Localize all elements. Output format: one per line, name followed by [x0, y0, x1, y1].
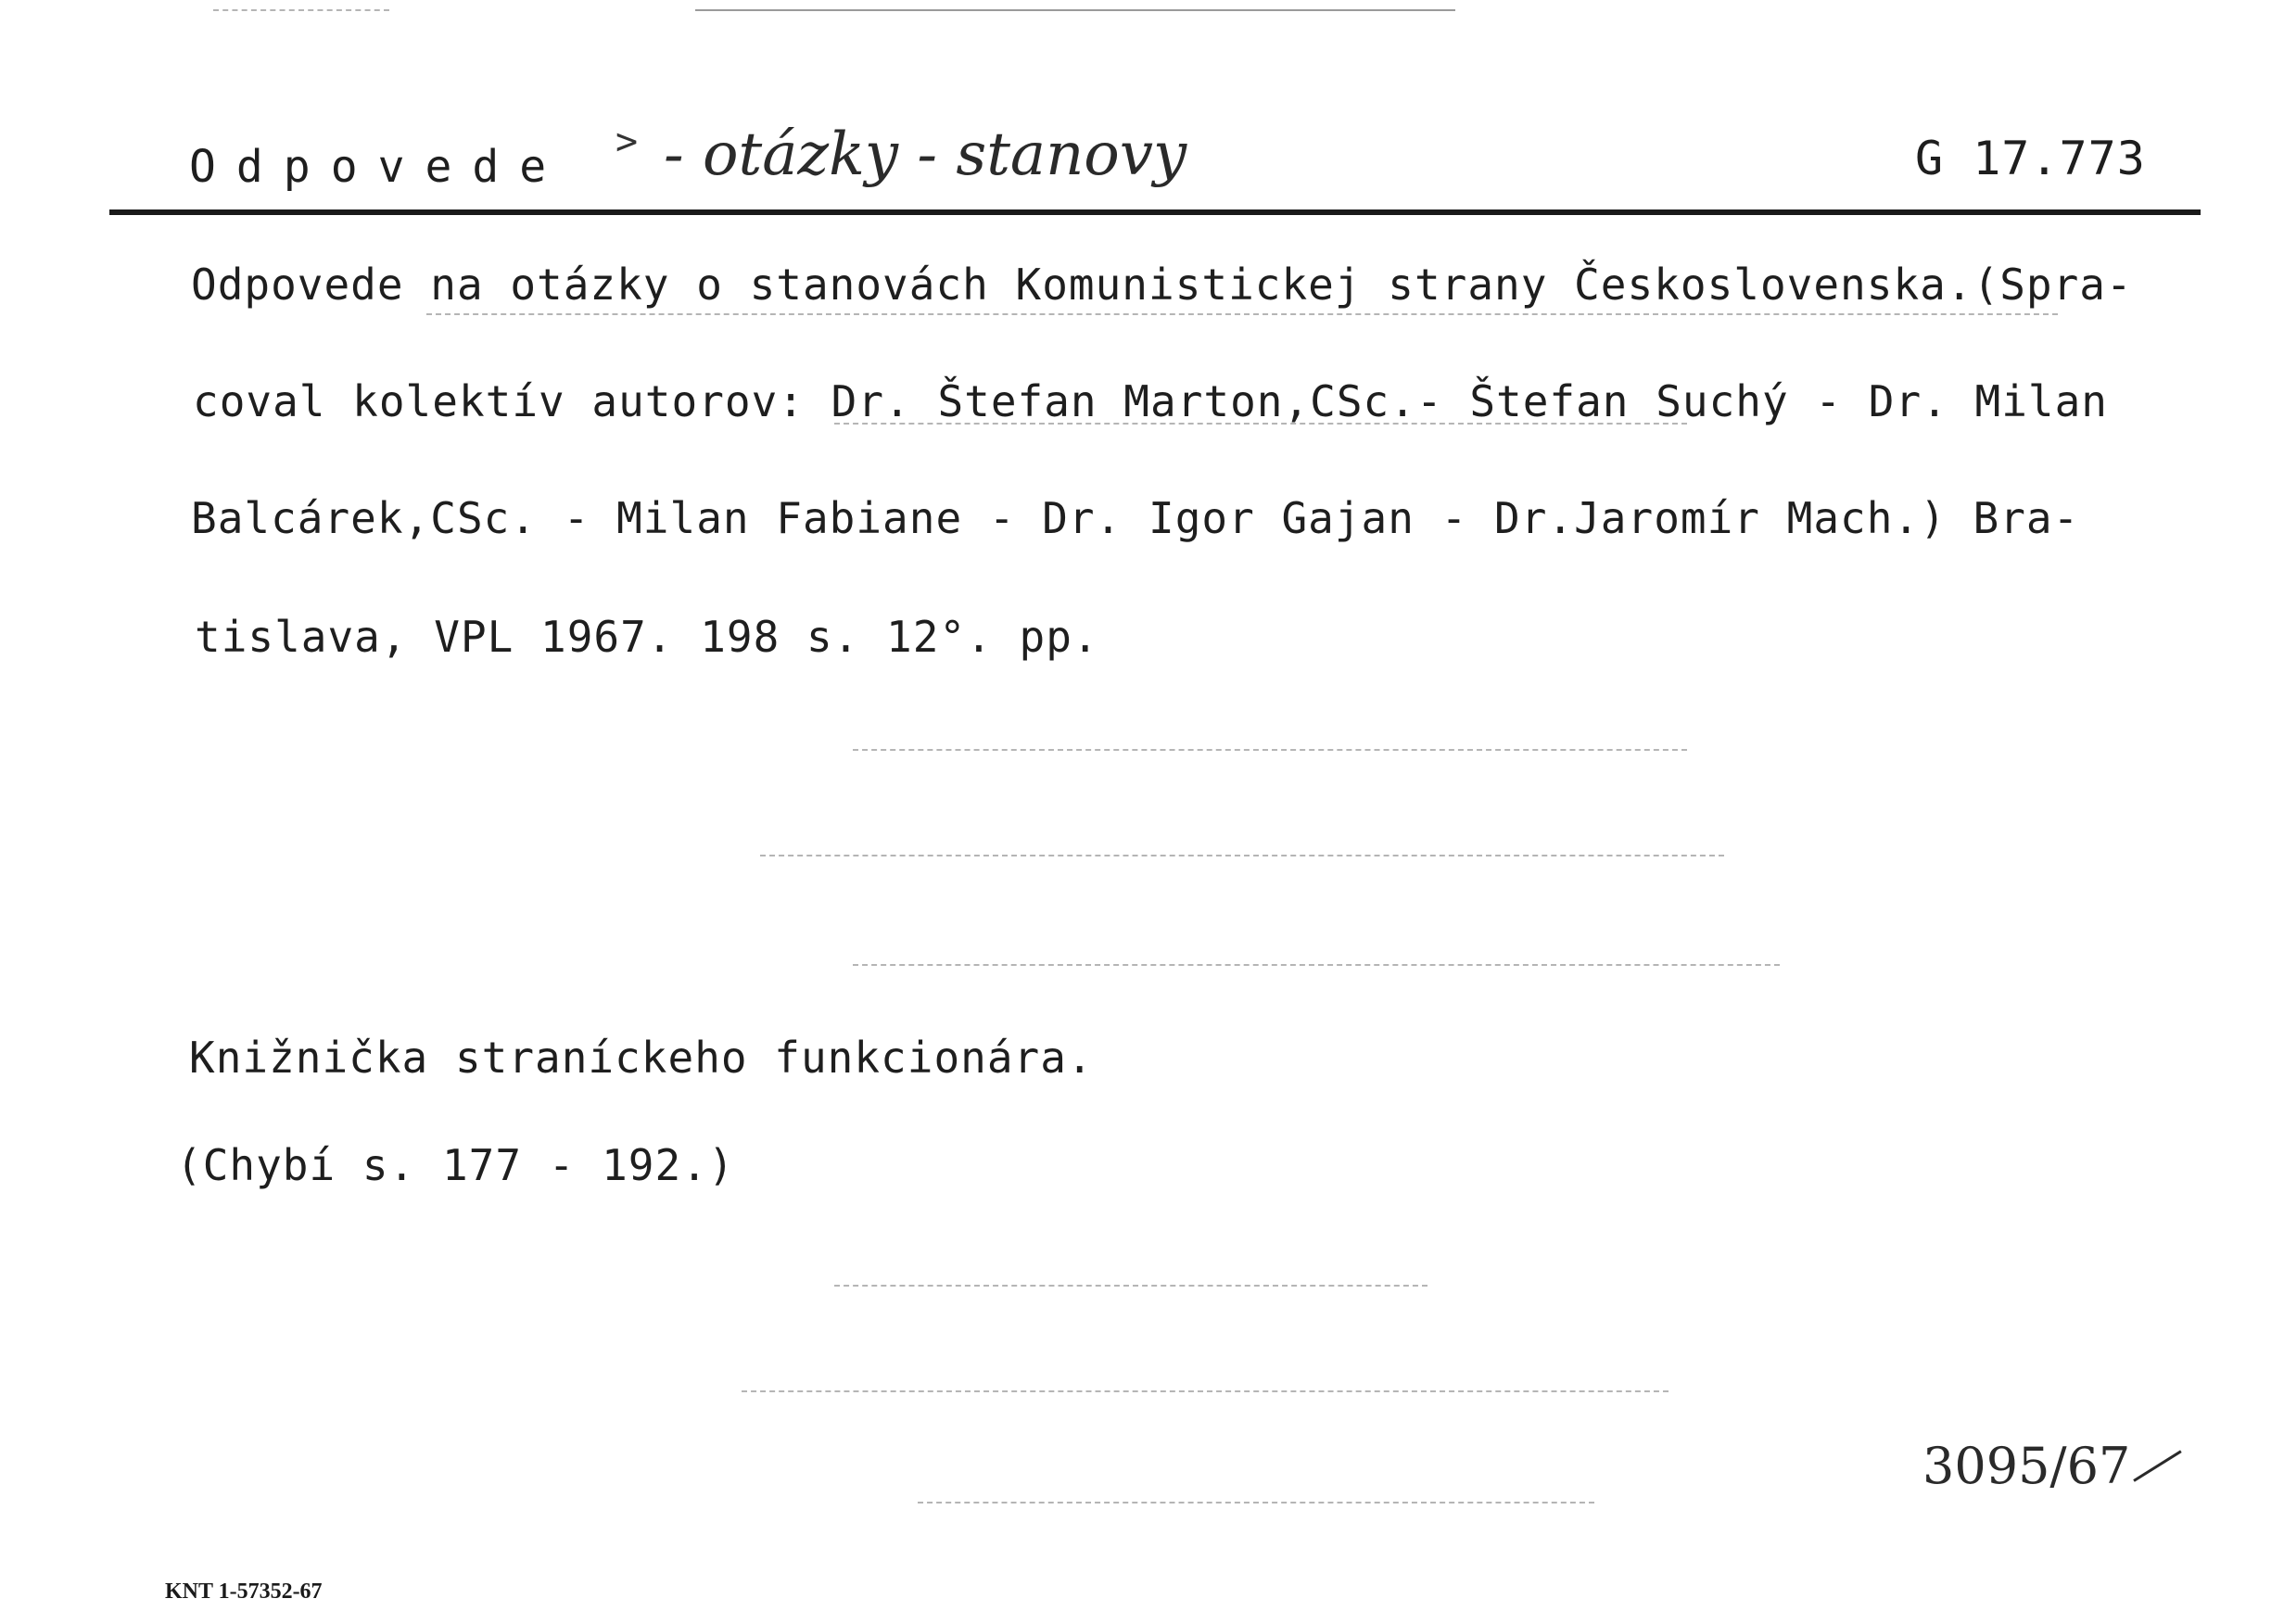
printer-mark: KNT 1-57352-67: [165, 1580, 323, 1604]
underline-trace-1: [426, 313, 2058, 315]
accession-tick: [2133, 1450, 2181, 1481]
heading-rule: [109, 209, 2201, 215]
blank-trace-1: [853, 749, 1687, 751]
entry-line-2: coval kolektív autorov: Dr. Štefan Marton,CSc.- Štefan Suchý - Dr. Milan: [193, 376, 2108, 426]
blank-trace-2: [760, 855, 1724, 856]
blank-trace-6: [918, 1502, 1594, 1503]
underline-trace-2: [834, 423, 1687, 425]
top-dotted-mark: [213, 9, 389, 11]
entry-line-3: Balcárek,CSc. - Milan Fabiane - Dr. Igor Gajan - Dr.Jaromír Mach.) Bra-: [191, 493, 2080, 543]
blank-trace-5: [742, 1390, 1669, 1392]
heading-word: Odpovede: [189, 141, 567, 193]
blank-trace-3: [853, 964, 1780, 966]
handwritten-subject-headings: - otázky - stanovy: [664, 121, 1187, 189]
entry-line-4: tislava, VPL 1967. 198 s. 12°. pp.: [195, 612, 1099, 662]
entry-line-1: Odpovede na otázky o stanovách Komunistickej strany Československa.(Spra-: [191, 260, 2133, 310]
accession-number: 3095/67: [1922, 1437, 2131, 1495]
collation-note: (Chybí s. 177 - 192.): [176, 1140, 735, 1190]
heading-caret: >: [615, 121, 639, 163]
blank-trace-4: [834, 1285, 1428, 1287]
shelf-mark: G 17.773: [1915, 132, 2146, 185]
series-statement: Knižnička straníckeho funkcionára.: [189, 1033, 1094, 1083]
top-faint-rule: [695, 9, 1455, 11]
